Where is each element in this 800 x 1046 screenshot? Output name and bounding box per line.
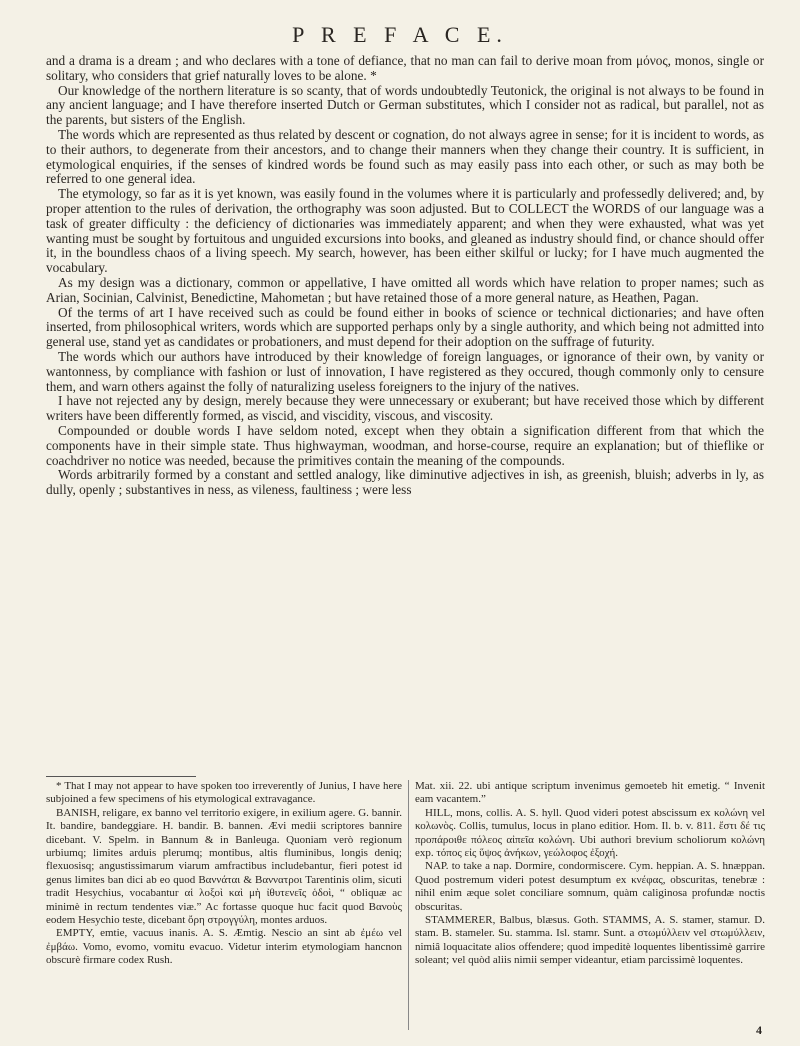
paragraph: Compounded or double words I have seldom noted, except when they obtain a signification different from that which the components have in their simple state. Thus highwayman, woodman, and horse-course, require an explanation; but of thieflike or coachdriver no notice was needed, because the primitives contain the meaning of the compounds. (46, 422, 764, 468)
paragraph: Of the terms of art I have received such as could be found either in books of science or technical dictionaries; and have often inserted, from philosophical writers, words which are supported perhaps only by a single authority, and which being not admitted into general use, stand yet as candidates or probationers, and must depend for their adoption on the suffrage of futurity. (46, 304, 764, 350)
paragraph: and a drama is a dream ; and who declares with a tone of defiance, that no man can fail to derive moan from μόνος, monos, single or solitary, who considers that grief naturally loves to be alone. * (46, 53, 764, 83)
footnote-paragraph: Mat. xii. 22. ubi antique scriptum invenimus gemoeteb hit emetig. “ Invenit eam vacantem.” (415, 780, 765, 806)
page-header: P R E F A C E. (292, 22, 508, 47)
paragraph: Our knowledge of the northern literature is so scanty, that of words undoubtedly Teutonick, the original is not always to be found in any ancient language; and I have therefore inserted Dutch or German substitutes, which I consider not as radical, but parallel, not as the parents, but sisters of the English. (46, 82, 764, 128)
footnote-rule (46, 776, 196, 777)
footnote-paragraph: NAP. to take a nap. Dormire, condormiscere. Cym. heppian. A. S. hnæppan. Quod postremum videri potest desumptum ex κνέφας, obscuritas, tenebræ : nihil enim æque solet conciliare somnum, quàm caliginosa profundæ noctis obscuritas. (415, 860, 765, 913)
footnote-column-right (415, 780, 765, 968)
paragraph: I have not rejected any by design, merely because they were unnecessary or exuberant; but have received those which by different writers have been differently formed, as viscid, and viscidity, viscous, and viscosity. (46, 393, 764, 424)
footnote-paragraph: EMPTY, emtie, vacuus inanis. A. S. Æmtig. Nescio an sint ab ἐμέω vel ἐμβάω. Vomo, evomo, vomitu evacuo. Videtur interim etymologiam hancnon obscurè firmare codex Rush. (46, 927, 402, 967)
preface-body (46, 54, 764, 498)
paragraph: Words arbitrarily formed by a constant and settled analogy, like diminutive adjectives in ish, as greenish, bluish; adverbs in ly, as dully, openly ; substantives in ness, as vileness, faultiness ; were less (46, 467, 764, 498)
column-divider (408, 780, 409, 1030)
paragraph: The etymology, so far as it is yet known, was easily found in the volumes where it is particularly and professedly delivered; and, by proper attention to the rules of derivation, the orthography was soon adjusted. But to COLLECT the WORDS of our language was a task of greater difficulty : the deficiency of dictionaries was immediately apparent; and when they were exhausted, what was yet wanting must be sought by fortuitous and unguided excursions into books, and gleaned as industry should find, or chance should offer it, in the boundless chaos of a living speech. My search, however, has been either skilful or lucky; for I have much augmented the vocabulary. (46, 186, 764, 276)
paragraph: As my design was a dictionary, common or appellative, I have omitted all words which have relation to proper names; such as Arian, Socinian, Calvinist, Benedictine, Mahometan ; but have retained those of a more general nature, as Heathen, Pagan. (46, 274, 764, 305)
signature-mark: 4 (756, 1023, 762, 1037)
paragraph: The words which our authors have introduced by their knowledge of foreign languages, or ignorance of their own, by vanity or wantonness, by compliance with fashion or lust of innovation, I have registered as they occured, though commonly only to censure them, and warn others against the folly of naturalizing useless foreigners to the injury of the natives. (46, 348, 764, 394)
footnote-paragraph: BANISH, religare, ex banno vel territorio exigere, in exilium agere. G. bannir. It. bandire, bandeggiare. H. bandir. B. bannen. Ævi medii scriptores bannire dicebant. V. Spelm. in Bannum & in Banleuga. Quoniam verò regionum urbiumq; limites arduis plerumq; montibus, altis fluminibus, longis deniq; flexuosisq; angustissimarum viarum amfractibus includebantur, fieri potest id genus limites ban dici ab eo quod Βαννάται & Βαννατροι Tarentinis olim, sicuti tradit Hesychius, vocabantur αἱ λοξοὶ καὶ μὴ ἰθυτενεῖς ὁδοὶ, “ obliquæ ac minimè in rectum tendentes viæ.” Ac fortasse quoque huc facit quod Βανοὺς eodem Hesychio teste, dicebant ὄρη στρογγύλη, montes arduos. (46, 806, 402, 927)
paragraph: The words which are represented as thus related by descent or cognation, do not always agree in sense; for it is incident to words, as to their authors, to degenerate from their ancestors, and to change their manners when they change their country. It is sufficient, in etymological enquiries, if the senses of kindred words be found such as may easily pass into each other, or such as may both be referred to one general idea. (46, 126, 764, 187)
footnote-paragraph: * That I may not appear to have spoken too irreverently of Junius, I have here subjoined a few specimens of his etymological extravagance. (46, 780, 402, 806)
footnote-paragraph: HILL, mons, collis. A. S. hyll. Quod videri potest abscissum ex κολώνη vel κολωνὸς. Collis, tumulus, locus in plano editior. Hom. Il. b. v. 811. ἔστι δέ τις προπάροιθε πόλεος αἰπεῖα κολώνη. Ubi authori brevium scholiorum κολώνη exp. τόπος εἰς ὕψος ἀνήκων, γεώλοφος ἐξοχή. (415, 806, 765, 860)
footnote-paragraph: STAMMERER, Balbus, blæsus. Goth. STAMMS, A. S. stamer, stamur. D. stam. B. stameler. Su. stamma. Isl. stamr. Sunt. a στωμύλλειν vel στωμύλλειν, nimiâ loquacitate alios offendere; quod impeditè loquentes libentissimè garrire soleant; vel quòd aliis nimii semper videantur, etiam parcissimè loquentes. (415, 914, 765, 967)
footnote-column-left (46, 780, 402, 968)
